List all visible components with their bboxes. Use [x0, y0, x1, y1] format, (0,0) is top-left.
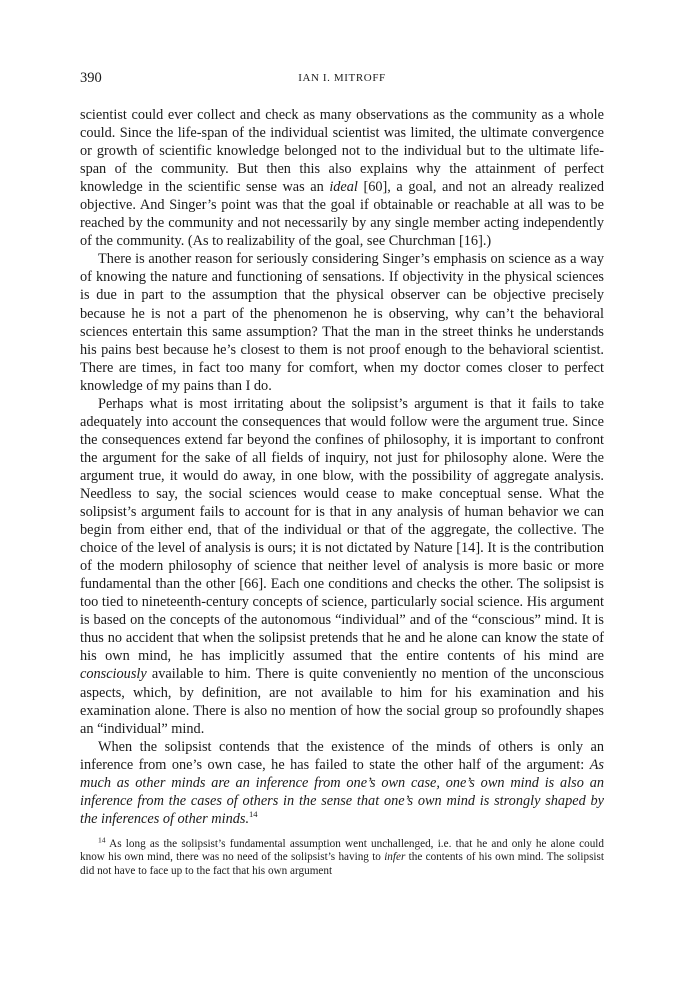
footnote-reference[interactable]: 14	[249, 809, 258, 820]
paragraph-4	[80, 738, 604, 828]
paragraph-1-text-c: [60], a goal, and not an already realized objective. And Singer’s point was that the goal if obtainable or reachable at all was to be reached by the community and not necessarily by any single member acting independently of the community. (As to realizability of the goal, see Churchman [16].)	[80, 179, 604, 250]
paragraph-1-emphasis: ideal	[329, 179, 358, 196]
running-head	[80, 70, 604, 96]
footnote-text-c: the contents of his own mind. The solipsist did not have to face up to the fact that his own argument	[80, 851, 604, 877]
paragraph-4-text-a: When the solipsist contends that the existence of the minds of others is only an inference from one’s own case, he has failed to state the other half of the argument:	[80, 738, 604, 773]
running-head-author: IAN I. MITROFF	[298, 72, 386, 84]
paragraph-3-text-a: Perhaps what is most irritating about the solipsist’s argument is that it fails to take adequately into account the consequences that would follow were the argument true. Since the consequences extend far beyond the confines of philosophy, it is important to confront the argument for the sake of all fields of inquiry, not just for philosophy alone. Were the argument true, it would do away, in one blow, with the possibility of aggregate analysis. Needless to say, the social sciences would cease to make conceptual sense. What the solipsist’s argument fails to account for is that in any analysis of human behavior we can begin from either end, that of the individual or that of the aggregate, the collective. The choice of the level of analysis is ours; it is not dictated by Nature [14]. It is the contribution of the modern philosophy of science that neither level of analysis is more basic or more fundamental than the other [66]. Each one conditions and checks the other. The solipsist is too tied to nineteenth-century concepts of science, particularly social science. His argument is based on the concepts of the autonomous “individual” and of the “conscious” mind. It is thus no accident that when the solipsist pretends that he and he alone can know the state of his own mind, he has implicitly assumed that the entire contents of his mind are	[80, 395, 604, 665]
paragraph-3	[80, 395, 604, 738]
paragraph-2: There is another reason for seriously considering Singer’s emphasis on science as a way of knowing the nature and functioning of sensations. If objectivity in the physical sciences is due in part to the assumption that the physical observer can be objective precisely because he is not a part of the phenomenon he is observing, why can’t the behavioral sciences entertain this same assumption? That the man in the street thinks he understands his pains best because he’s closest to them is not proof enough to the behavioral scientist. There are times, in fact too many for comfort, when my doctor comes closer to perfect knowledge of my pains than I do.	[80, 251, 604, 394]
body-text	[80, 106, 604, 828]
footnote-14	[80, 835, 604, 878]
page-number: 390	[80, 70, 102, 86]
footnote-emphasis: infer	[384, 851, 406, 864]
paragraph-3-emphasis: consciously	[80, 666, 147, 683]
paragraph-3-text-c: available to him. There is quite conveniently no mention of the unconscious aspects, which, by definition, are not available to him for his examination and his examination alone. There is also no mention of how the social group so profoundly shapes an “individual” mind.	[80, 666, 604, 737]
paragraph-1-text-a: scientist could ever collect and check as many observations as the community as a whole could. Since the life-span of the individual scientist was limited, the ultimate convergence or growth of scientific knowledge belonged not to the individual but to the ultimate life-span of the community. But then this also explains why the attainment of perfect knowledge in the scientific sense was an	[80, 107, 604, 196]
footnote-text-a: As long as the solipsist’s fundamental assumption went unchallenged, i.e. that he and only he alone could know his own mind, there was no need of the solipsist’s having to	[80, 837, 604, 864]
page	[80, 70, 604, 878]
paragraph-4-emphasis: As much as other minds are an inference from one’s own case, one’s own mind is also an inference from the cases of others in the sense that one’s own mind is strongly shaped by the inferences of other minds.	[80, 756, 604, 827]
paragraph-1	[80, 106, 604, 250]
footnote-marker: 14	[98, 835, 106, 845]
